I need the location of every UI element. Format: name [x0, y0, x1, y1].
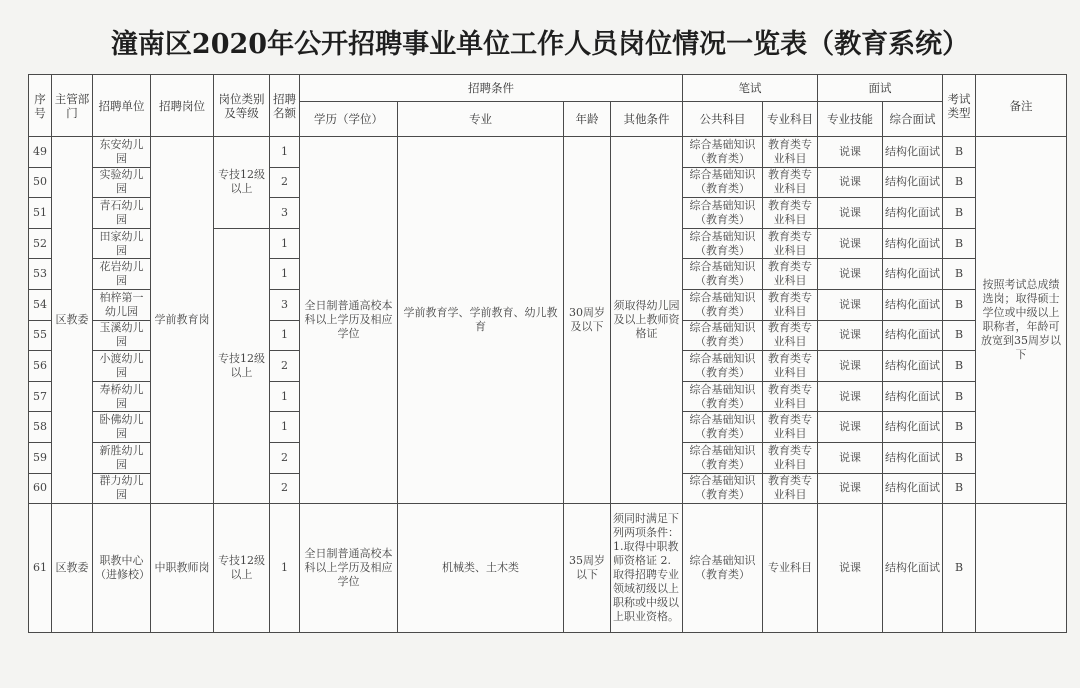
- category-cell: 专技12级以上: [214, 504, 270, 633]
- table-row: [29, 504, 1067, 633]
- document-title: 潼南区2020年公开招聘事业单位工作人员岗位情况一览表（教育系统）: [110, 29, 970, 60]
- professional-subject-cell: 教育类专业科目: [763, 351, 818, 382]
- seq-cell: 56: [29, 351, 52, 382]
- header-post: 招聘岗位: [151, 75, 214, 137]
- public-subject-cell: 综合基础知识（教育类）: [683, 473, 763, 504]
- header-public-subject: 公共科目: [683, 102, 763, 137]
- unit-cell: 玉溪幼儿园: [93, 320, 151, 351]
- header-skill: 专业技能: [818, 102, 883, 137]
- public-subject-cell: 综合基础知识（教育类）: [683, 504, 763, 633]
- seq-cell: 58: [29, 412, 52, 443]
- header-quota: 招聘名额: [270, 75, 300, 137]
- seq-cell: 50: [29, 167, 52, 198]
- skill-cell: 说课: [818, 137, 883, 168]
- skill-cell: 说课: [818, 473, 883, 504]
- other-cell: 须取得幼儿园及以上教师资格证: [611, 137, 683, 504]
- unit-cell: 东安幼儿园: [93, 137, 151, 168]
- quota-cell: 3: [270, 198, 300, 229]
- major-cell: 学前教育学、学前教育、幼儿教育: [398, 137, 564, 504]
- quota-cell: 1: [270, 259, 300, 290]
- professional-subject-cell: 专业科目: [763, 504, 818, 633]
- table-row: [29, 137, 1067, 168]
- interview-cell: 结构化面试: [883, 167, 943, 198]
- quota-cell: 2: [270, 473, 300, 504]
- unit-cell: 柏梓第一幼儿园: [93, 289, 151, 320]
- unit-cell: 田家幼儿园: [93, 228, 151, 259]
- exam-type-cell: B: [943, 504, 976, 633]
- interview-cell: 结构化面试: [883, 137, 943, 168]
- age-cell: 35周岁以下: [564, 504, 611, 633]
- exam-type-cell: B: [943, 412, 976, 443]
- header-exam-type: 考试类型: [943, 75, 976, 137]
- interview-cell: 结构化面试: [883, 412, 943, 443]
- public-subject-cell: 综合基础知识（教育类）: [683, 412, 763, 443]
- quota-cell: 2: [270, 167, 300, 198]
- public-subject-cell: 综合基础知识（教育类）: [683, 259, 763, 290]
- dept-cell: 区教委: [52, 504, 93, 633]
- header-major: 专业: [398, 102, 564, 137]
- unit-cell: 新胜幼儿园: [93, 442, 151, 473]
- interview-cell: 结构化面试: [883, 320, 943, 351]
- interview-cell: 结构化面试: [883, 473, 943, 504]
- education-cell: 全日制普通高校本科以上学历及相应学位: [300, 137, 398, 504]
- quota-cell: 1: [270, 381, 300, 412]
- seq-cell: 59: [29, 442, 52, 473]
- seq-cell: 61: [29, 504, 52, 633]
- professional-subject-cell: 教育类专业科目: [763, 381, 818, 412]
- seq-cell: 52: [29, 228, 52, 259]
- category-cell: 专技12级以上: [214, 228, 270, 503]
- exam-type-cell: B: [943, 259, 976, 290]
- header-other: 其他条件: [611, 102, 683, 137]
- header-remarks: 备注: [976, 75, 1067, 137]
- post-cell: 中职教师岗: [151, 504, 214, 633]
- skill-cell: 说课: [818, 412, 883, 443]
- header-conditions: 招聘条件: [300, 75, 683, 102]
- professional-subject-cell: 教育类专业科目: [763, 289, 818, 320]
- professional-subject-cell: 教育类专业科目: [763, 167, 818, 198]
- quota-cell: 2: [270, 442, 300, 473]
- seq-cell: 57: [29, 381, 52, 412]
- skill-cell: 说课: [818, 228, 883, 259]
- public-subject-cell: 综合基础知识（教育类）: [683, 228, 763, 259]
- public-subject-cell: 综合基础知识（教育类）: [683, 381, 763, 412]
- unit-cell: 青石幼儿园: [93, 198, 151, 229]
- header-professional-subject: 专业科目: [763, 102, 818, 137]
- quota-cell: 2: [270, 351, 300, 382]
- quota-cell: 1: [270, 137, 300, 168]
- remarks-cell: [976, 504, 1067, 633]
- seq-cell: 51: [29, 198, 52, 229]
- skill-cell: 说课: [818, 320, 883, 351]
- header-seq: 序号: [29, 75, 52, 137]
- dept-cell: 区教委: [52, 137, 93, 504]
- exam-type-cell: B: [943, 198, 976, 229]
- exam-type-cell: B: [943, 381, 976, 412]
- public-subject-cell: 综合基础知识（教育类）: [683, 351, 763, 382]
- exam-type-cell: B: [943, 137, 976, 168]
- exam-type-cell: B: [943, 473, 976, 504]
- public-subject-cell: 综合基础知识（教育类）: [683, 137, 763, 168]
- header-dept: 主管部门: [52, 75, 93, 137]
- interview-cell: 结构化面试: [883, 442, 943, 473]
- category-cell: 专技12级以上: [214, 137, 270, 229]
- exam-type-cell: B: [943, 320, 976, 351]
- unit-cell: 卧佛幼儿园: [93, 412, 151, 443]
- unit-cell: 实验幼儿园: [93, 167, 151, 198]
- skill-cell: 说课: [818, 504, 883, 633]
- post-cell: 学前教育岗: [151, 137, 214, 504]
- public-subject-cell: 综合基础知识（教育类）: [683, 442, 763, 473]
- seq-cell: 55: [29, 320, 52, 351]
- education-cell: 全日制普通高校本科以上学历及相应学位: [300, 504, 398, 633]
- quota-cell: 1: [270, 504, 300, 633]
- quota-cell: 3: [270, 289, 300, 320]
- quota-cell: 1: [270, 412, 300, 443]
- skill-cell: 说课: [818, 381, 883, 412]
- header-interview: 面试: [818, 75, 943, 102]
- exam-type-cell: B: [943, 167, 976, 198]
- skill-cell: 说课: [818, 289, 883, 320]
- header-unit: 招聘单位: [93, 75, 151, 137]
- major-cell: 机械类、土木类: [398, 504, 564, 633]
- interview-cell: 结构化面试: [883, 198, 943, 229]
- age-cell: 30周岁及以下: [564, 137, 611, 504]
- public-subject-cell: 综合基础知识（教育类）: [683, 198, 763, 229]
- header-category: 岗位类别及等级: [214, 75, 270, 137]
- public-subject-cell: 综合基础知识（教育类）: [683, 167, 763, 198]
- professional-subject-cell: 教育类专业科目: [763, 412, 818, 443]
- exam-type-cell: B: [943, 228, 976, 259]
- remarks-cell: 按照考试总成绩选岗；取得硕士学位或中级以上职称者，年龄可放宽到35周岁以下: [976, 137, 1067, 504]
- professional-subject-cell: 教育类专业科目: [763, 259, 818, 290]
- skill-cell: 说课: [818, 442, 883, 473]
- seq-cell: 53: [29, 259, 52, 290]
- unit-cell: 群力幼儿园: [93, 473, 151, 504]
- skill-cell: 说课: [818, 167, 883, 198]
- unit-cell: 职教中心（进修校）: [93, 504, 151, 633]
- public-subject-cell: 综合基础知识（教育类）: [683, 289, 763, 320]
- exam-type-cell: B: [943, 289, 976, 320]
- quota-cell: 1: [270, 228, 300, 259]
- interview-cell: 结构化面试: [883, 228, 943, 259]
- professional-subject-cell: 教育类专业科目: [763, 228, 818, 259]
- seq-cell: 49: [29, 137, 52, 168]
- professional-subject-cell: 教育类专业科目: [763, 473, 818, 504]
- unit-cell: 花岩幼儿园: [93, 259, 151, 290]
- professional-subject-cell: 教育类专业科目: [763, 320, 818, 351]
- interview-cell: 结构化面试: [883, 351, 943, 382]
- skill-cell: 说课: [818, 351, 883, 382]
- public-subject-cell: 综合基础知识（教育类）: [683, 320, 763, 351]
- header-education: 学历（学位）: [300, 102, 398, 137]
- interview-cell: 结构化面试: [883, 289, 943, 320]
- professional-subject-cell: 教育类专业科目: [763, 137, 818, 168]
- recruitment-table: [28, 74, 1067, 633]
- interview-cell: 结构化面试: [883, 259, 943, 290]
- unit-cell: 寿桥幼儿园: [93, 381, 151, 412]
- header-age: 年龄: [564, 102, 611, 137]
- skill-cell: 说课: [818, 198, 883, 229]
- interview-cell: 结构化面试: [883, 381, 943, 412]
- interview-cell: 结构化面试: [883, 504, 943, 633]
- other-cell: 须同时满足下列两项条件：1.取得中职教师资格证 2.取得招聘专业领域初级以上职称或中级以上职业资格。: [611, 504, 683, 633]
- professional-subject-cell: 教育类专业科目: [763, 198, 818, 229]
- header-comprehensive: 综合面试: [883, 102, 943, 137]
- header-written: 笔试: [683, 75, 818, 102]
- quota-cell: 1: [270, 320, 300, 351]
- exam-type-cell: B: [943, 351, 976, 382]
- skill-cell: 说课: [818, 259, 883, 290]
- exam-type-cell: B: [943, 442, 976, 473]
- unit-cell: 小渡幼儿园: [93, 351, 151, 382]
- professional-subject-cell: 教育类专业科目: [763, 442, 818, 473]
- seq-cell: 60: [29, 473, 52, 504]
- seq-cell: 54: [29, 289, 52, 320]
